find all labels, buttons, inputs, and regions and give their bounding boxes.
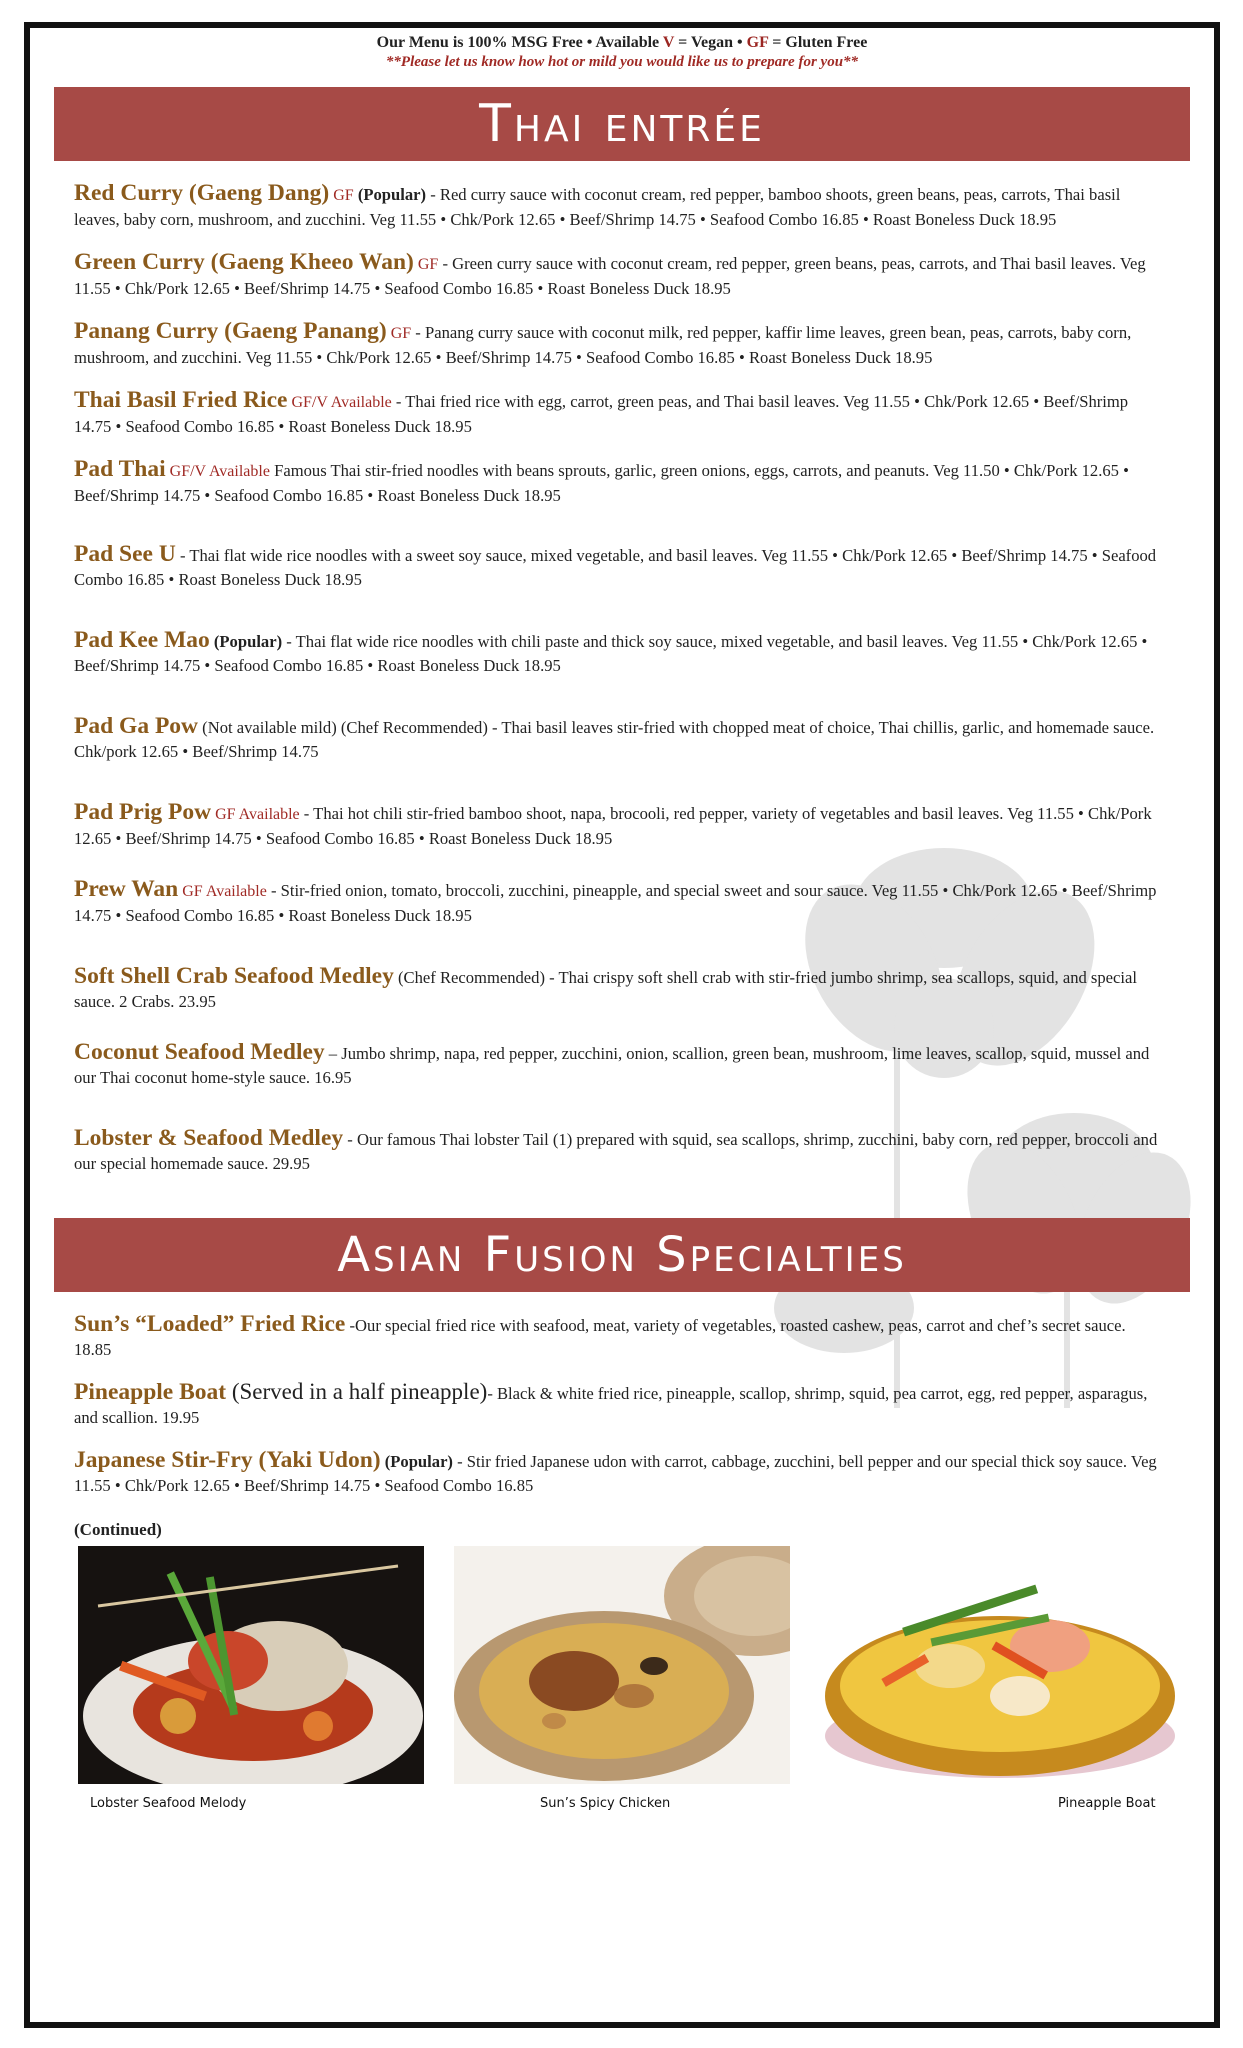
- menu-item: [74, 181, 1164, 232]
- dietary-tag: GF/V Available: [287, 394, 392, 411]
- note-text: = Gluten Free: [768, 34, 868, 51]
- item-name: Pad See U: [74, 541, 176, 567]
- dietary-tag: GF: [413, 256, 439, 273]
- item-name: Soft Shell Crab Seafood Medley: [74, 963, 394, 989]
- menu-item: [74, 319, 1164, 370]
- item-name: Panang Curry (Gaeng Panang): [74, 318, 387, 344]
- thai-entree-list: [30, 161, 1214, 1176]
- menu-item: [74, 542, 1164, 592]
- item-description: - Our famous Thai lobster Tail (1) prepared with squid, sea scallops, shrimp, zucchini, baby corn, red pepper, broccoli and our special homemade sauce. 29.95: [74, 1130, 1158, 1173]
- item-name: Pineapple Boat: [74, 1379, 227, 1405]
- menu-item: [74, 964, 1164, 1014]
- menu-item: [74, 1380, 1164, 1430]
- item-description: - Red curry sauce with coconut cream, red pepper, bamboo shoots, green beans, peas, carrots, Thai basil leaves, baby corn, mushroom, and zucchini. Veg 11.55 • Chk/Pork 12.65 • Beef/Shrimp 14.75 • Seafood Combo 16.85 • Roast Boneless Duck 18.95: [74, 185, 1121, 229]
- chicken-clay-pot-image: [454, 1546, 790, 1784]
- item-description: -Our special fried rice with seafood, meat, variety of vegetables, roasted cashew, peas, carrot and chef’s secret sauce. 18.85: [74, 1316, 1126, 1359]
- lobster-dish-image: [78, 1546, 424, 1784]
- item-description: - Thai flat wide rice noodles with a sweet soy sauce, mixed vegetable, and basil leaves. Veg 11.55 • Chk/Pork 12.65 • Beef/Shrimp 14.75 • Seafood Combo 16.85 • Roast Boneless Duck 18.95: [74, 546, 1157, 589]
- photo-pineapple-boat: [820, 1546, 1180, 1784]
- item-description: - Thai basil leaves stir-fried with chopped meat of choice, Thai chillis, garlic, and homemade sauce. Chk/pork 12.65 • Beef/Shrimp 14.75: [74, 718, 1155, 761]
- popular-tag: (Popular): [209, 632, 283, 651]
- menu-item: [74, 800, 1164, 851]
- menu-item: [74, 1312, 1164, 1362]
- dietary-tag: GF: [386, 325, 412, 342]
- section-banner-asian-fusion: [54, 1218, 1190, 1292]
- section-title: Asian Fusion Specialties: [337, 1227, 907, 1283]
- dietary-tag: GF Available: [211, 806, 300, 823]
- item-name: Japanese Stir-Fry (Yaki Udon): [74, 1447, 381, 1473]
- note-text: = Vegan •: [674, 34, 747, 51]
- popular-tag: (Popular): [353, 185, 427, 204]
- vegan-key: V: [662, 34, 675, 51]
- item-name: Pad Ga Pow: [74, 713, 199, 739]
- photo-caption: Lobster Seafood Melody: [90, 1796, 247, 1811]
- item-name: Thai Basil Fried Rice: [74, 387, 288, 413]
- popular-tag: (Popular): [380, 1452, 453, 1471]
- note-tag: (Not available mild) (Chef Recommended): [198, 718, 488, 737]
- item-name: Lobster & Seafood Medley: [74, 1125, 344, 1151]
- item-name: Pad Prig Pow: [74, 799, 212, 825]
- menu-note: [30, 28, 1214, 71]
- dietary-tag: GF/V Available: [165, 463, 270, 480]
- item-name: Pad Thai: [74, 456, 166, 482]
- item-name: Coconut Seafood Medley: [74, 1039, 325, 1065]
- item-description: - Stir-fried onion, tomato, broccoli, zucchini, pineapple, and special sweet and sour sauce. Veg 11.55 • Chk/Pork 12.65 • Beef/Shrimp 14.75 • Seafood Combo 16.85 • Roast Boneless Duck 18.95: [74, 881, 1157, 925]
- item-description: - Stir fried Japanese udon with carrot, cabbage, zucchini, bell pepper and our special thick soy sauce. Veg 11.55 • Chk/Pork 12.65 • Beef/Shrimp 14.75 • Seafood Combo 16.85: [74, 1452, 1157, 1495]
- item-name: Green Curry (Gaeng Kheeo Wan): [74, 249, 414, 275]
- item-description: - Thai crispy soft shell crab with stir-fried jumbo shrimp, sea scallops, squid, and special sauce. 2 Crabs. 23.95: [74, 968, 1138, 1011]
- menu-item: [74, 877, 1164, 928]
- menu-item: [74, 714, 1164, 764]
- menu-item: [74, 1040, 1164, 1090]
- dietary-tag: GF: [329, 187, 354, 204]
- item-name: Prew Wan: [74, 876, 179, 902]
- menu-item: [74, 1448, 1164, 1498]
- item-subtitle: (Served in a half pineapple): [226, 1379, 488, 1404]
- item-name: Sun’s “Loaded” Fried Rice: [74, 1311, 346, 1337]
- gluten-free-key: GF: [746, 34, 769, 51]
- item-description: - Thai flat wide rice noodles with chili paste and thick soy sauce, mixed vegetable, and basil leaves. Veg 11.55 • Chk/Pork 12.65 • Beef/Shrimp 14.75 • Seafood Combo 16.85 • Roast Boneless Duck 18.95: [74, 632, 1148, 675]
- photo-strip: [30, 1546, 1214, 1811]
- pineapple-boat-image: [820, 1546, 1180, 1784]
- item-description: – Jumbo shrimp, napa, red pepper, zucchini, onion, scallion, green bean, mushroom, lime leaves, scallop, squid, mussel and our Thai coconut home-style sauce. 16.95: [74, 1044, 1150, 1087]
- photo-spicy-chicken: [454, 1546, 790, 1784]
- item-description: - Green curry sauce with coconut cream, red pepper, green beans, peas, carrots, and Thai basil leaves. Veg 11.55 • Chk/Pork 12.65 • Beef/Shrimp 14.75 • Seafood Combo 16.85 • Roast Boneless Duck 18.95: [74, 254, 1146, 298]
- item-description: Famous Thai stir-fried noodles with beans sprouts, garlic, green onions, eggs, carrots, and peanuts. Veg 11.50 • Chk/Pork 12.65 • Beef/Shrimp 14.75 • Seafood Combo 16.85 • Roast Boneless Duck 18.95: [74, 461, 1129, 505]
- spice-note: **Please let us know how hot or mild you would like us to prepare for you**: [385, 54, 859, 70]
- photo-caption: Sun’s Spicy Chicken: [540, 1796, 671, 1811]
- menu-item: [74, 628, 1164, 678]
- item-description: - Black & white fried rice, pineapple, scallop, shrimp, squid, pea carrot, egg, red pepper, asparagus, and scallion. 19.95: [74, 1384, 1148, 1427]
- item-description: - Thai fried rice with egg, carrot, green peas, and Thai basil leaves. Veg 11.55 • Chk/Pork 12.65 • Beef/Shrimp 14.75 • Seafood Combo 16.85 • Roast Boneless Duck 18.95: [74, 392, 1129, 436]
- section-banner-thai-entree: [54, 87, 1190, 161]
- menu-page: [24, 22, 1220, 2028]
- item-name: Pad Kee Mao: [74, 627, 210, 653]
- section-title: Thai entrée: [479, 94, 765, 154]
- asian-fusion-list: [30, 1292, 1214, 1498]
- menu-item: [74, 1126, 1164, 1176]
- photo-caption: Pineapple Boat: [1058, 1796, 1156, 1811]
- note-tag: (Chef Recommended): [393, 968, 545, 987]
- item-description: - Thai hot chili stir-fried bamboo shoot, napa, brocooli, red pepper, variety of vegetables and basil leaves. Veg 11.55 • Chk/Pork 12.65 • Beef/Shrimp 14.75 • Seafood Combo 16.85 • Roast Boneless Duck 18.95: [74, 804, 1152, 848]
- photo-lobster: [78, 1546, 424, 1784]
- menu-item: [74, 388, 1164, 439]
- note-text: Our Menu is 100% MSG Free • Available: [376, 34, 663, 51]
- menu-item: [74, 250, 1164, 301]
- dietary-tag: GF Available: [178, 883, 267, 900]
- continued-label: (Continued): [74, 1520, 162, 1539]
- item-description: - Panang curry sauce with coconut milk, red pepper, kaffir lime leaves, green bean, peas, carrots, baby corn, mushroom, and zucchini. Veg 11.55 • Chk/Pork 12.65 • Beef/Shrimp 14.75 • Seafood Combo 16.85 • Roast Boneless Duck 18.95: [74, 323, 1132, 367]
- menu-item: [74, 457, 1164, 508]
- item-name: Red Curry (Gaeng Dang): [74, 180, 330, 206]
